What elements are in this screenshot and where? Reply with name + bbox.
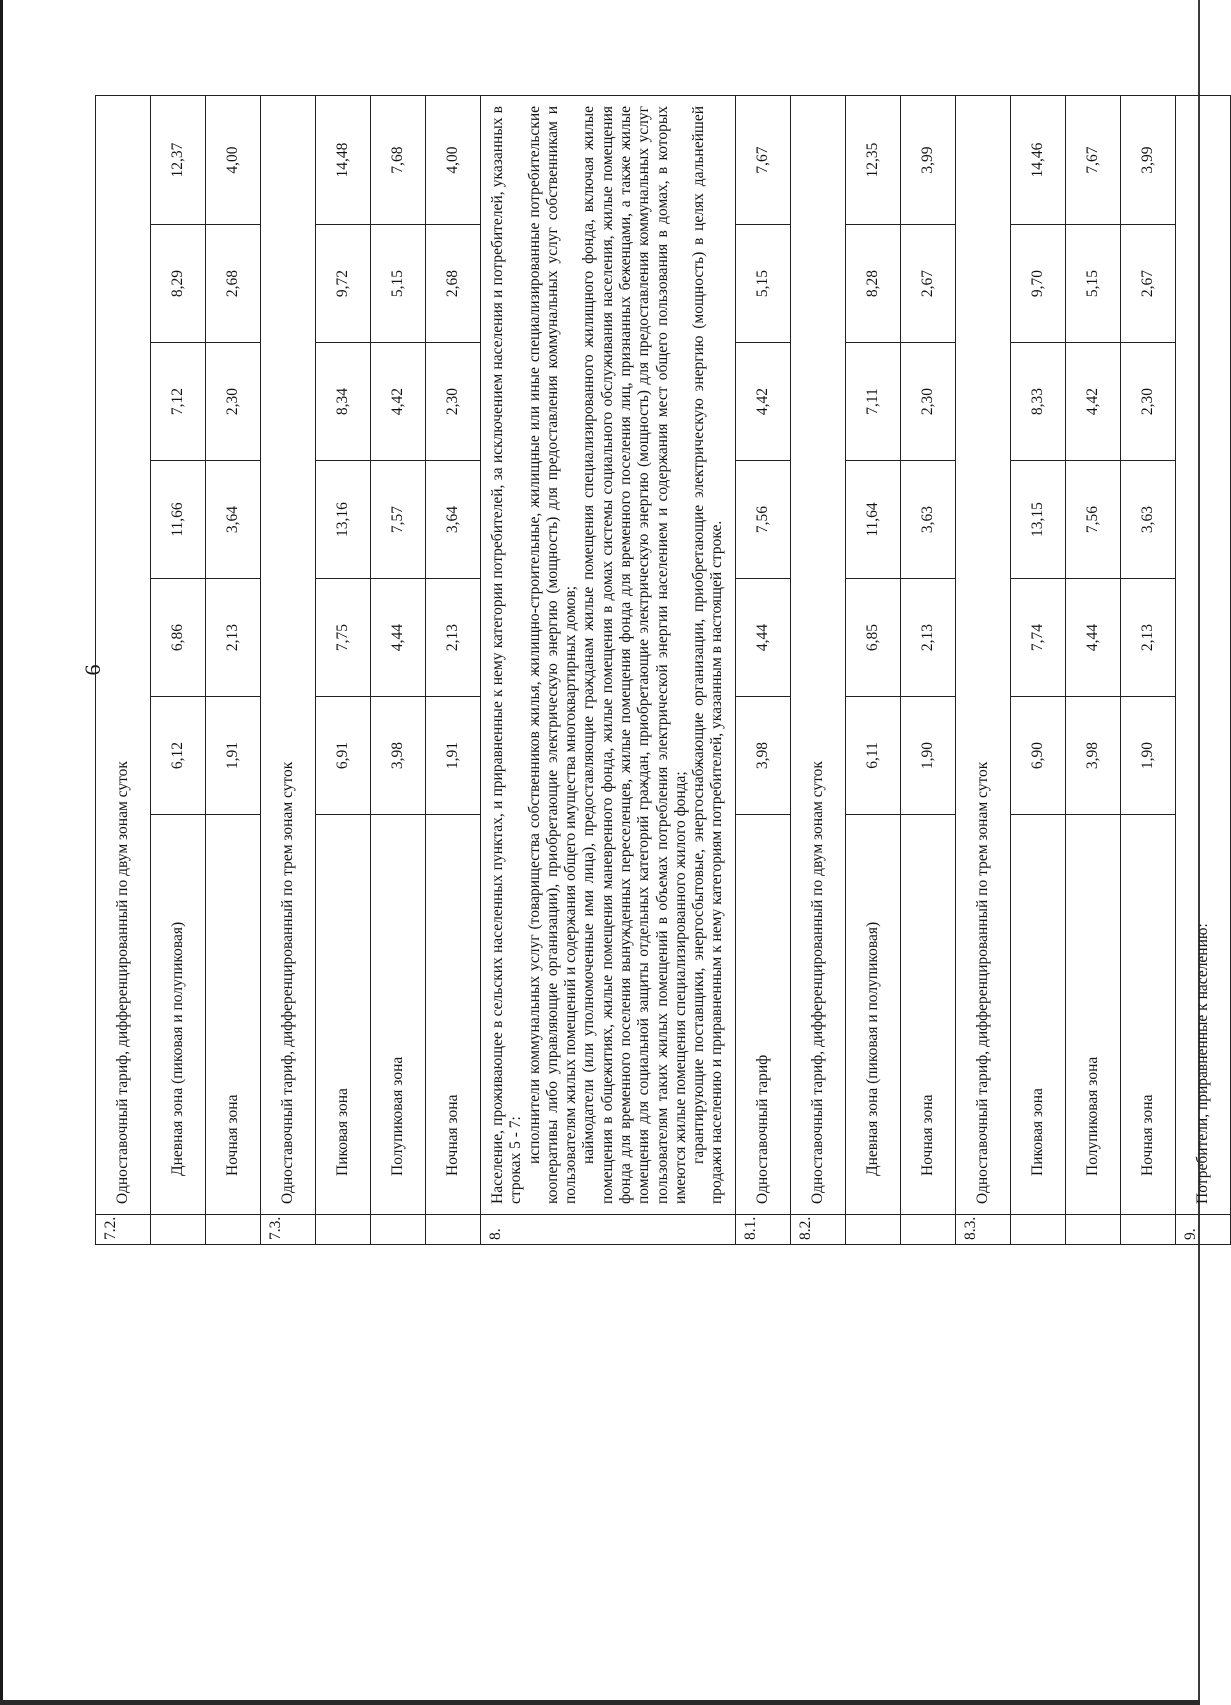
tariff-value: 6,85 — [845, 579, 900, 697]
table-row — [371, 96, 426, 1245]
section-header: Одноставочный тариф, дифференцированный по двум зонам суток — [790, 96, 845, 1215]
tariff-value: 2,13 — [206, 579, 261, 697]
tariff-value: 6,12 — [151, 697, 206, 815]
tariff-value: 4,42 — [735, 343, 790, 461]
tariff-value: 4,44 — [1065, 579, 1120, 697]
tariff-value: 2,30 — [426, 343, 481, 461]
row-number: 9. — [1175, 1215, 1230, 1245]
table-row — [1175, 96, 1230, 1245]
tariff-value: 7,75 — [316, 579, 371, 697]
tariff-value: 6,91 — [316, 697, 371, 815]
description-paragraph: Население, проживающее в сельских населенных пунктах, и приравненные к нему категории потребителей, за исключением населения и потребителей, указанных в строках 5 - 7: — [489, 106, 525, 1204]
section-header: Потребители, приравненные к населению: — [1175, 96, 1230, 1215]
tariff-value: 5,15 — [1065, 225, 1120, 343]
tariff-value: 2,68 — [206, 225, 261, 343]
tariff-value: 2,30 — [900, 343, 955, 461]
tariff-value: 2,30 — [206, 343, 261, 461]
tariff-value: 1,90 — [900, 697, 955, 815]
tariff-name: Ночная зона — [900, 815, 955, 1215]
table-row — [206, 96, 261, 1245]
row-number: 8. — [481, 1215, 736, 1245]
tariff-value: 1,91 — [206, 697, 261, 815]
tariff-value: 7,12 — [151, 343, 206, 461]
table-row — [151, 96, 206, 1245]
table-row — [735, 96, 790, 1245]
tariff-value: 7,74 — [1010, 579, 1065, 697]
row-number — [371, 1215, 426, 1245]
tariff-value: 3,99 — [900, 96, 955, 225]
tariff-value: 3,64 — [426, 461, 481, 579]
row-number — [1120, 1215, 1175, 1245]
tariff-name: Полупиковая зона — [371, 815, 426, 1215]
tariff-value: 7,68 — [371, 96, 426, 225]
scan-edge-bottom — [0, 1700, 1200, 1705]
row-number: 7.2. — [96, 1215, 151, 1245]
tariff-value: 3,63 — [900, 461, 955, 579]
tariff-value: 3,98 — [735, 697, 790, 815]
tariff-value: 5,15 — [371, 225, 426, 343]
row-number: 8.1. — [735, 1215, 790, 1245]
tariff-name: Пиковая зона — [1010, 815, 1065, 1215]
tariff-value: 4,42 — [1065, 343, 1120, 461]
tariff-value: 2,13 — [426, 579, 481, 697]
table-row — [845, 96, 900, 1245]
tariff-value: 2,67 — [900, 225, 955, 343]
tariff-value: 8,34 — [316, 343, 371, 461]
scan-edge-left — [0, 0, 3, 1705]
tariff-value: 9,72 — [316, 225, 371, 343]
tariff-value: 4,00 — [206, 96, 261, 225]
tariff-name: Одноставочный тариф — [735, 815, 790, 1215]
description-paragraph: наймодатели (или уполномоченные ими лица), предоставляющие гражданам жилые помещения специализированного жилищного фонда, включая жилые помещения в общежитиях, жилые помещения маневренного фонда, жилые помещения в домах системы социального обслуживания населения, жилые помещения фонда для временного поселения вынужденных переселенцев, жилые помещения фонда для временного поселения лиц, признанных беженцами, а также жилые помещения для социальной защиты отдельных категорий граждан, приобретающие электрическую энергию (мощность) для предоставления коммунальных услуг пользователям таких жилых помещений в объемах потребления электрической энергии населением и содержания мест общего пользования в домах, в которых имеются жилые помещения специализированного жилого фонда; — [580, 106, 689, 1204]
tariff-value: 2,13 — [900, 579, 955, 697]
tariff-table — [95, 95, 1231, 1245]
tariff-value: 4,44 — [371, 579, 426, 697]
row-number — [151, 1215, 206, 1245]
tariff-value: 4,00 — [426, 96, 481, 225]
tariff-value: 6,11 — [845, 697, 900, 815]
tariff-value: 2,67 — [1120, 225, 1175, 343]
tariff-value: 1,90 — [1120, 697, 1175, 815]
tariff-value: 5,15 — [735, 225, 790, 343]
row-number: 7.3. — [261, 1215, 316, 1245]
row-number — [1010, 1215, 1065, 1245]
table-row — [1065, 96, 1120, 1245]
table-row — [900, 96, 955, 1245]
row-number: 8.2. — [790, 1215, 845, 1245]
tariff-name: Дневная зона (пиковая и полупиковая) — [151, 815, 206, 1215]
tariff-value: 14,48 — [316, 96, 371, 225]
tariff-value: 14,46 — [1010, 96, 1065, 225]
table-row — [96, 96, 151, 1245]
tariff-value: 11,66 — [151, 461, 206, 579]
table-row — [955, 96, 1010, 1245]
tariff-value: 2,30 — [1120, 343, 1175, 461]
tariff-name: Ночная зона — [426, 815, 481, 1215]
table-row — [1120, 96, 1175, 1245]
table-row — [790, 96, 845, 1245]
tariff-value: 6,90 — [1010, 697, 1065, 815]
table-row — [1010, 96, 1065, 1245]
tariff-value: 7,11 — [845, 343, 900, 461]
page-number: 6 — [80, 664, 105, 676]
tariff-name: Дневная зона (пиковая и полупиковая) — [845, 815, 900, 1215]
tariff-value: 13,16 — [316, 461, 371, 579]
row-number — [845, 1215, 900, 1245]
tariff-value: 2,68 — [426, 225, 481, 343]
tariff-value: 8,33 — [1010, 343, 1065, 461]
section-header: Одноставочный тариф, дифференцированный по двум зонам суток — [96, 96, 151, 1215]
rotated-page — [80, 95, 1211, 1245]
row-number — [316, 1215, 371, 1245]
row-number — [900, 1215, 955, 1245]
tariff-value: 4,44 — [735, 579, 790, 697]
section-header: Одноставочный тариф, дифференцированный по трем зонам суток — [261, 96, 316, 1215]
category-description — [481, 96, 736, 1215]
tariff-value: 6,86 — [151, 579, 206, 697]
tariff-value: 13,15 — [1010, 461, 1065, 579]
tariff-name: Пиковая зона — [316, 815, 371, 1215]
tariff-value: 12,35 — [845, 96, 900, 225]
tariff-value: 4,42 — [371, 343, 426, 461]
tariff-name: Ночная зона — [1120, 815, 1175, 1215]
table-row — [261, 96, 316, 1245]
row-number — [206, 1215, 261, 1245]
tariff-value: 3,64 — [206, 461, 261, 579]
description-paragraph: исполнители коммунальных услуг (товарищества собственников жилья, жилищно-строительные, жилищные или иные специализированные потребительские кооперативы либо управляющие организации), приобретающие электрическую энергию (мощность) для предоставления коммунальных услуг собственникам и пользователям жилых помещений и содержания общего имущества многоквартирных домов; — [525, 106, 580, 1204]
row-number: 8.3. — [955, 1215, 1010, 1245]
tariff-value: 3,63 — [1120, 461, 1175, 579]
tariff-value: 7,57 — [371, 461, 426, 579]
tariff-value: 3,98 — [371, 697, 426, 815]
tariff-value: 3,99 — [1120, 96, 1175, 225]
table-row — [481, 96, 736, 1245]
table-row — [426, 96, 481, 1245]
table-row — [316, 96, 371, 1245]
tariff-value: 9,70 — [1010, 225, 1065, 343]
tariff-value: 2,13 — [1120, 579, 1175, 697]
tariff-value: 7,67 — [735, 96, 790, 225]
tariff-name: Ночная зона — [206, 815, 261, 1215]
tariff-table-body — [96, 96, 1231, 1245]
tariff-value: 3,98 — [1065, 697, 1120, 815]
tariff-value: 8,29 — [151, 225, 206, 343]
tariff-value: 7,67 — [1065, 96, 1120, 225]
tariff-value: 12,37 — [151, 96, 206, 225]
tariff-value: 1,91 — [426, 697, 481, 815]
tariff-value: 11,64 — [845, 461, 900, 579]
section-header: Одноставочный тариф, дифференцированный по трем зонам суток — [955, 96, 1010, 1215]
tariff-name: Полупиковая зона — [1065, 815, 1120, 1215]
tariff-value: 8,28 — [845, 225, 900, 343]
description-paragraph: гарантирующие поставщики, энергосбытовые, энергоснабжающие организации, приобретающие электрическую энергию (мощность) в целях дальнейшей продажи населению и приравненным к нему категориям потребителей, указанным в настоящей строке. — [690, 106, 726, 1204]
row-number — [1065, 1215, 1120, 1245]
tariff-value: 7,56 — [735, 461, 790, 579]
tariff-value: 7,56 — [1065, 461, 1120, 579]
row-number — [426, 1215, 481, 1245]
